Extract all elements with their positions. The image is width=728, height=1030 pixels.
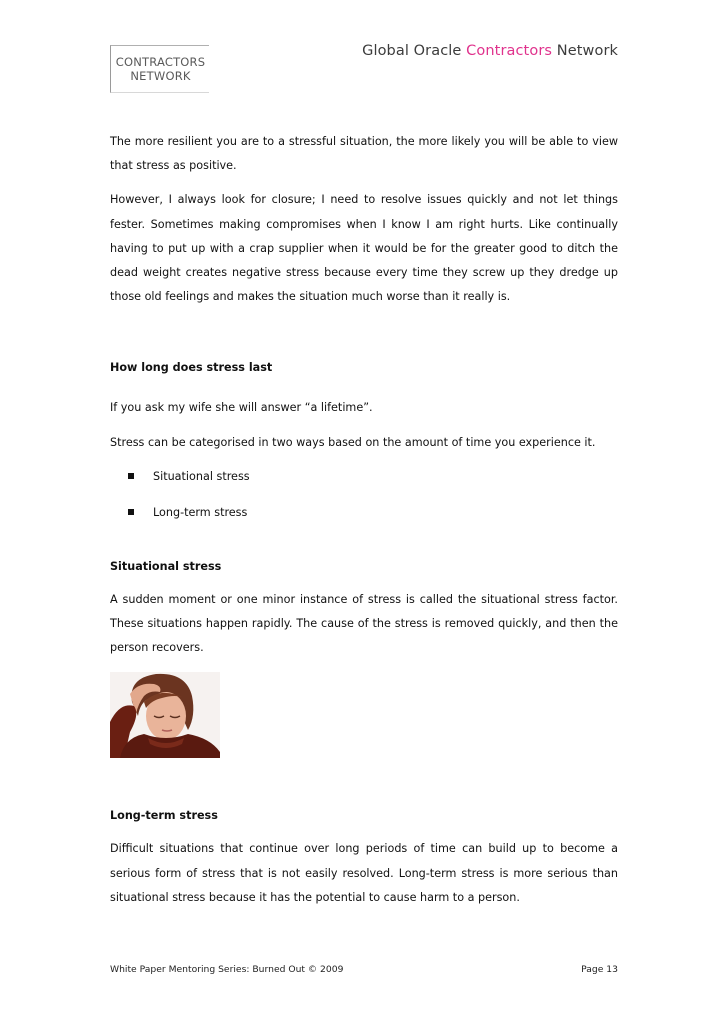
- header-title-part1: Global Oracle: [362, 43, 467, 59]
- paragraph-resilience: The more resilient you are to a stressful situation, the more likely you will be able to view that stress as positive.: [110, 135, 618, 173]
- list-item-label: Situational stress: [153, 469, 250, 483]
- paragraph-situational: A sudden moment or one minor instance of stress is called the situational stress factor. These situations happen rapidly. The cause of the stress is removed quickly, and then the person recovers.: [110, 592, 618, 655]
- paragraph-wife-quote: If you ask my wife she will answer “a lifetime”.: [110, 401, 373, 415]
- heading-situational-stress: Situational stress: [110, 559, 222, 573]
- header-title-part2: Network: [552, 43, 618, 59]
- paragraph-categories: Stress can be categorised in two ways based on the amount of time you experience it.: [110, 435, 596, 449]
- paragraph-closure: However, I always look for closure; I need to resolve issues quickly and not let things fester. Sometimes making compromises when I know I am right hurts. Like continually having to put up with a crap supplier when it would be for the greater good to ditch the dead weight creates negative stress because every time they screw up they dredge up those old feelings and makes the situation much worse than it really is.: [110, 193, 618, 304]
- contractors-network-logo: [110, 45, 209, 93]
- footer-page-number: Page 13: [581, 964, 618, 975]
- header-title-accent: Contractors: [466, 43, 553, 59]
- stressed-woman-photo: [110, 672, 220, 758]
- footer-series-title: White Paper Mentoring Series: Burned Out © 2009: [110, 964, 344, 975]
- stressed-woman-illustration: [110, 672, 220, 758]
- logo-text: CONTRACTORS NETWORK: [115, 55, 206, 83]
- paragraph-long-term: Difficult situations that continue over long periods of time can build up to become a serious form of stress that is not easily resolved. Long-term stress is more serious than situational stress because it has the potential to cause harm to a person.: [110, 842, 618, 904]
- heading-long-term-stress: Long-term stress: [110, 809, 218, 823]
- heading-how-long: How long does stress last: [110, 361, 273, 375]
- square-bullet-icon: [128, 509, 134, 515]
- list-item-label: Long-term stress: [153, 505, 248, 519]
- header-title: [362, 43, 618, 59]
- square-bullet-icon: [128, 473, 134, 479]
- page-body: [110, 130, 618, 920]
- list-item: [128, 501, 618, 525]
- stress-types-list: [128, 465, 618, 525]
- list-item: [128, 465, 618, 489]
